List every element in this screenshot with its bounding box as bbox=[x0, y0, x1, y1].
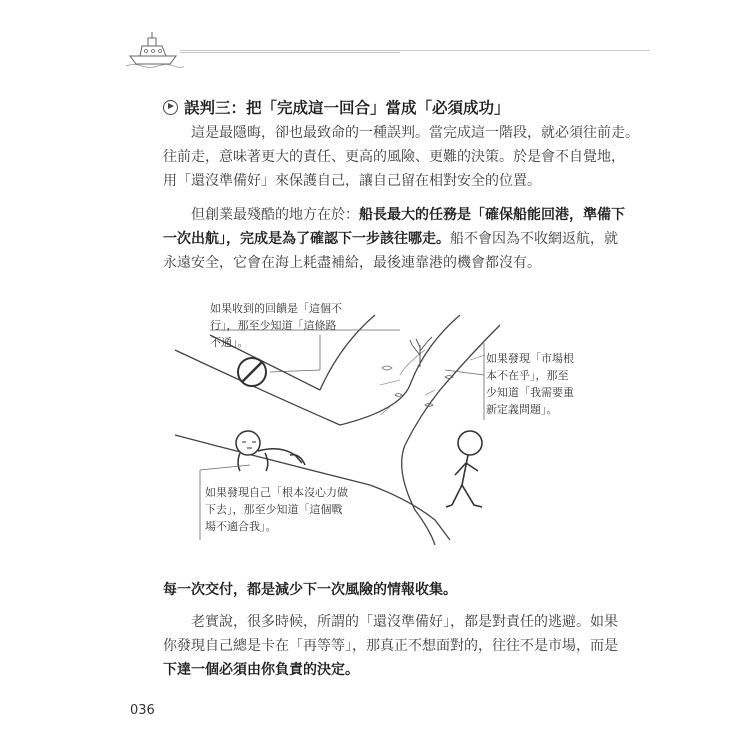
callout-2-line-1: 如果發現「市場根 bbox=[486, 352, 574, 365]
p4-line-2: 你發現自己總是卡在「再等等」，那真正不想面對的，往往不是市場，而是 bbox=[163, 638, 618, 654]
header-rule bbox=[180, 50, 650, 51]
callout-3-line-3: 場不適合我」。 bbox=[205, 520, 277, 533]
section-title bbox=[163, 96, 510, 118]
p2-line-2-bold: 一次出航」，完成是為了確認下一步該往哪走。 bbox=[163, 231, 450, 247]
callout-1-line-1: 如果收到的回饋是「這個不 bbox=[210, 302, 342, 315]
section-title-text: 誤判三：把「完成這一回合」當成「必須成功」 bbox=[184, 99, 510, 117]
play-circle-icon bbox=[163, 100, 178, 115]
p4-line-1: 老實說，很多時候，所謂的「還沒準備好」，都是對責任的逃避。如果 bbox=[191, 614, 618, 630]
p1-line-1: 這是最隱晦，卻也最致命的一種誤判。當完成這一階段，就必須往前走。 bbox=[191, 125, 639, 141]
callout-3-line-2: 下去」，那至少知道「這個戰 bbox=[205, 503, 343, 516]
callout-2-line-3: 少知道「我需要重 bbox=[486, 386, 574, 399]
p2-line-1-prefix: 但創業最殘酷的地方在於： bbox=[191, 207, 359, 223]
callout-1-line-2: 行」，那至少知道「這條路 bbox=[210, 319, 337, 332]
page-number: 036 bbox=[130, 703, 155, 718]
callout-3-line-1: 如果發現自己「根本沒心力做 bbox=[205, 486, 348, 499]
paragraph-2 bbox=[163, 203, 625, 275]
ship-illustration bbox=[126, 28, 184, 68]
callout-2-line-4: 新定義問題」。 bbox=[486, 403, 558, 416]
callout-bottom-left bbox=[205, 484, 348, 535]
callout-2-line-2: 本不在乎」，那至 bbox=[486, 369, 569, 382]
paragraph-4 bbox=[163, 610, 618, 682]
paragraph-3 bbox=[163, 578, 593, 602]
p2-line-1-bold: 船長最大的任務是「確保船能回港，準備下 bbox=[359, 207, 625, 223]
header-rule-short bbox=[180, 52, 400, 53]
p1-line-3: 用「還沒準備好」來保護自己，讓自己留在相對安全的位置。 bbox=[163, 173, 541, 189]
callout-right bbox=[486, 350, 574, 418]
p4-line-3: 下達一個必須由你負責的決定。 bbox=[163, 662, 359, 678]
callout-top-left bbox=[210, 300, 342, 351]
paragraph-1 bbox=[163, 121, 639, 193]
p2-line-3: 永遠安全，它會在海上耗盡補給，最後連靠港的機會都沒有。 bbox=[163, 255, 541, 271]
p2-line-2-suffix: 船不會因為不收網返航，就 bbox=[450, 231, 618, 247]
p3-text: 每一次交付，都是減少下一次風險的情報收集。 bbox=[163, 582, 457, 598]
no-entry-sign-icon bbox=[238, 358, 266, 386]
callout-1-line-3: 不通」。 bbox=[210, 336, 249, 349]
p1-line-2: 往前走，意味著更大的責任、更高的風險、更難的決策。於是會不自覺地， bbox=[163, 149, 625, 165]
walking-person bbox=[446, 431, 482, 507]
